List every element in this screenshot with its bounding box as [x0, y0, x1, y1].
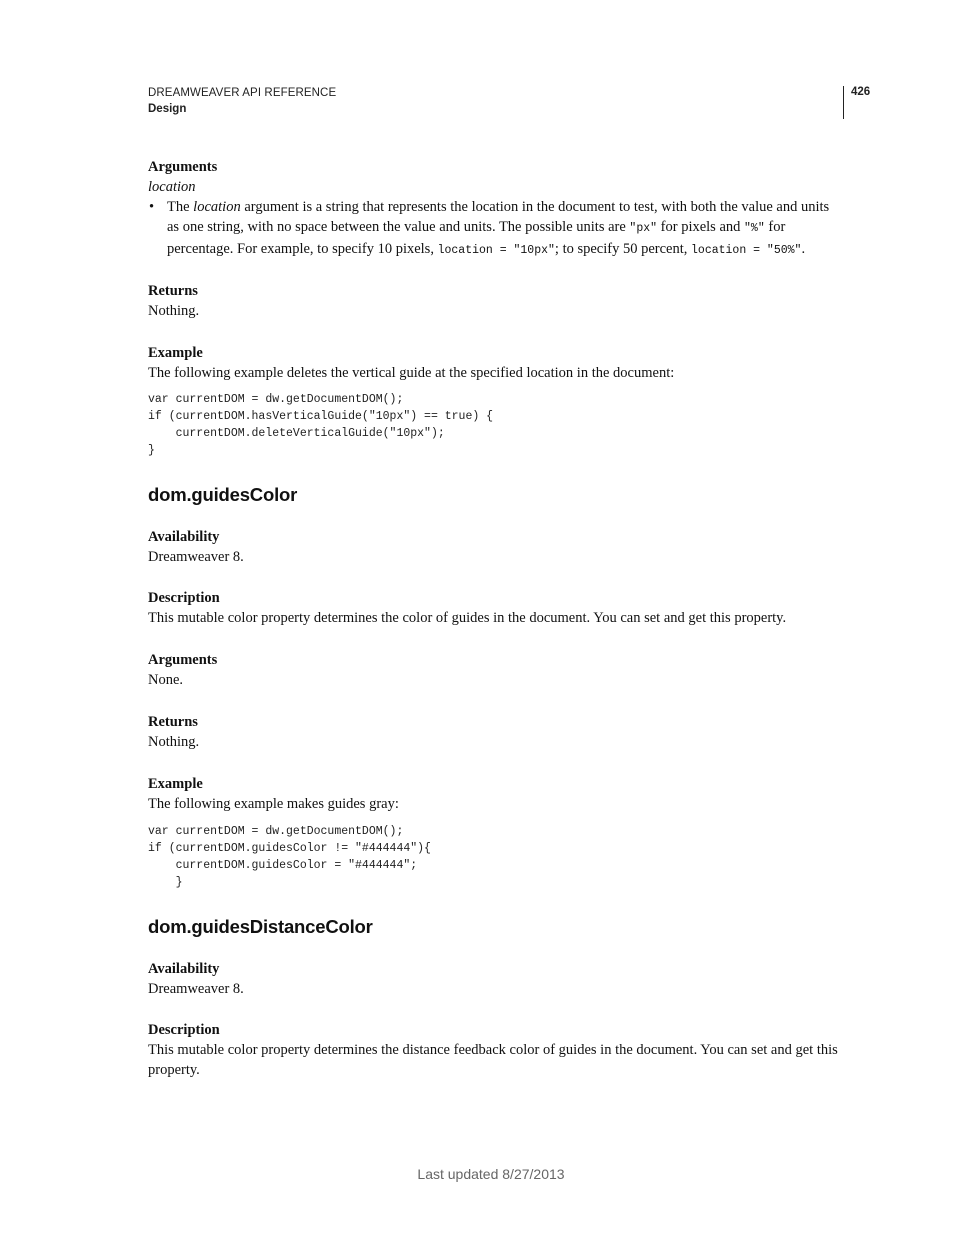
- availability-block: [148, 959, 840, 999]
- code-sample: var currentDOM = dw.getDocumentDOM(); if (currentDOM.hasVerticalGuide("10px") == true) { currentDOM.deleteVerticalGuide("10px"); }: [148, 393, 494, 457]
- returns-text: Nothing.: [148, 303, 200, 319]
- bullet-text: for pixels and: [657, 219, 745, 235]
- example-text: The following example deletes the vertical guide at the specified location in the document:: [148, 365, 675, 381]
- arguments-block: [148, 650, 840, 690]
- arguments-block: [148, 157, 840, 261]
- returns-text: Nothing.: [148, 734, 200, 750]
- api-title: dom.guidesColor: [148, 484, 298, 505]
- bullet-text: ; to specify 50 percent,: [554, 241, 692, 257]
- argument-name: location: [148, 179, 196, 195]
- code-sample: var currentDOM = dw.getDocumentDOM(); if (currentDOM.guidesColor != "#444444"){ currentDOM.guidesColor = "#444444"; }: [148, 825, 431, 889]
- description-text: This mutable color property determines the color of guides in the document. You can set and get this property.: [148, 610, 787, 626]
- returns-block: [148, 281, 840, 321]
- description-text: This mutable color property determines the distance feedback color of guides in the document. You can set and get this property.: [148, 1042, 838, 1078]
- api-title: dom.guidesDistanceColor: [148, 916, 373, 937]
- example-label: Example: [148, 345, 203, 361]
- running-header-title: DREAMWEAVER API REFERENCE: [148, 87, 337, 99]
- description-block: [148, 1020, 840, 1080]
- page-footer: [0, 1166, 954, 1182]
- description-label: Description: [148, 1022, 220, 1038]
- inline-code: location = "50%": [691, 244, 802, 257]
- page-number: 426: [851, 86, 871, 98]
- last-updated-text: Last updated 8/27/2013: [417, 1166, 565, 1182]
- running-header-section: Design: [148, 103, 187, 115]
- returns-label: Returns: [148, 714, 198, 730]
- bullet-text: .: [801, 241, 806, 257]
- availability-block: [148, 527, 840, 567]
- header-divider: [843, 86, 844, 119]
- example-text: The following example makes guides gray:: [148, 796, 399, 812]
- bullet-argument-name: location: [193, 199, 241, 215]
- availability-label: Availability: [148, 529, 220, 545]
- inline-code: location = "10px": [437, 244, 555, 257]
- inline-code: "%": [744, 222, 765, 235]
- example-block: [148, 774, 840, 891]
- example-block: [148, 343, 840, 459]
- returns-block: [148, 712, 840, 752]
- inline-code: "px": [629, 222, 658, 235]
- availability-text: Dreamweaver 8.: [148, 981, 244, 997]
- bullet-text: for percentage. For example, to specify 10 pixels,: [167, 219, 786, 257]
- availability-text: Dreamweaver 8.: [148, 549, 244, 565]
- list-item: [167, 197, 840, 261]
- arguments-label: Arguments: [148, 159, 218, 175]
- argument-list: [148, 197, 840, 261]
- description-block: [148, 588, 840, 628]
- description-label: Description: [148, 590, 220, 606]
- bullet-text: The: [167, 199, 194, 215]
- availability-label: Availability: [148, 961, 220, 977]
- bullet-text: argument is a string that represents the location in the document to test, with both the value and units as one string, with no space between the value and units. The possible units are: [167, 199, 830, 235]
- arguments-text: None.: [148, 672, 184, 688]
- example-label: Example: [148, 776, 203, 792]
- returns-label: Returns: [148, 283, 198, 299]
- arguments-label: Arguments: [148, 652, 218, 668]
- page-content: [148, 157, 840, 1100]
